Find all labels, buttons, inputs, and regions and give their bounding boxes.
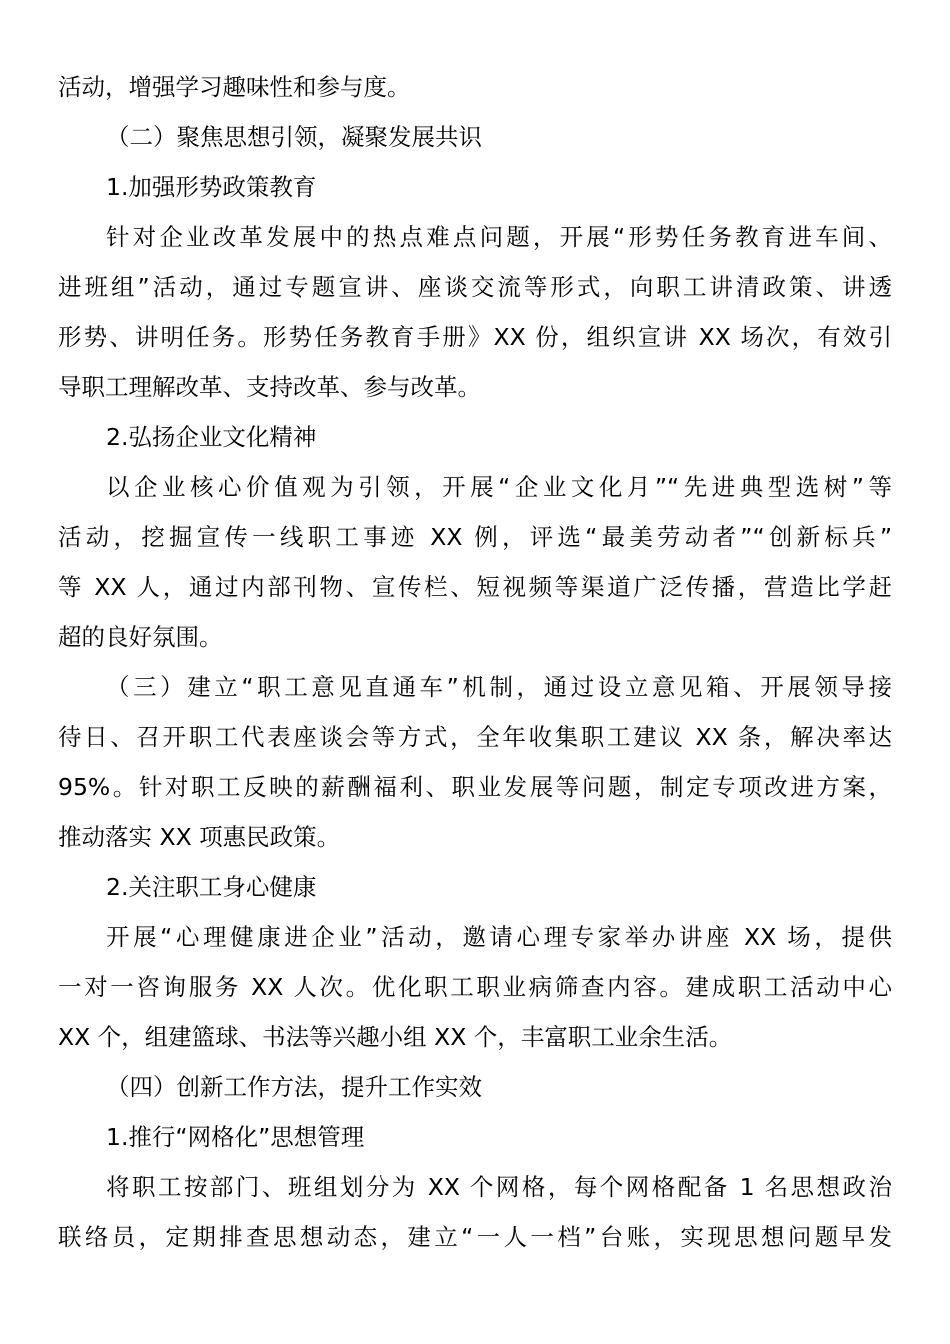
text-line: 形势、讲明任务。形势任务教育手册》XX 份，组织宣讲 XX 场次，有效引: [58, 323, 892, 351]
text-line: 等 XX 人，通过内部刊物、宣传栏、短视频等渠道广泛传播，营造比学赶: [58, 573, 892, 601]
text-line: 将职工按部门、班组划分为 XX 个网格，每个网格配备 1 名思想政治: [106, 1173, 892, 1201]
text-line: 一对一咨询服务 XX 人次。优化职工职业病筛查内容。建成职工活动中心: [58, 973, 892, 1001]
text-line: 针对企业改革发展中的热点难点问题，开展“形势任务教育进车间、: [106, 223, 892, 251]
section-heading: （二）聚焦思想引领，凝聚发展共识: [106, 123, 482, 151]
text-line: 待日、召开职工代表座谈会等方式，全年收集职工建议 XX 条，解决率达: [58, 723, 892, 751]
section-heading: （三）建立“职工意见直通车”机制，通过设立意见箱、开展领导接: [106, 673, 892, 701]
text-line: 进班组”活动，通过专题宣讲、座谈交流等形式，向职工讲清政策、讲透: [58, 273, 892, 301]
text-line: 导职工理解改革、支持改革、参与改革。: [58, 373, 481, 401]
text-line: 开展“心理健康进企业”活动，邀请心理专家举办讲座 XX 场，提供: [106, 923, 892, 951]
subsection-heading: 2.关注职工身心健康: [106, 873, 317, 901]
text-line: 95%。针对职工反映的薪酬福利、职业发展等问题，制定专项改进方案，: [58, 773, 892, 801]
text-line: 活动，增强学习趣味性和参与度。: [58, 73, 411, 101]
text-line: 活动，挖掘宣传一线职工事迹 XX 例，评选“最美劳动者”“创新标兵”: [58, 523, 892, 551]
text-line: 推动落实 XX 项惠民政策。: [58, 823, 341, 851]
document-page: [58, 62, 892, 1262]
text-line: 以企业核心价值观为引领，开展“企业文化月”“先进典型选树”等: [106, 473, 892, 501]
subsection-heading: 2.弘扬企业文化精神: [106, 423, 317, 451]
section-heading: （四）创新工作方法，提升工作实效: [106, 1073, 482, 1101]
subsection-heading: 1.加强形势政策教育: [106, 173, 317, 201]
subsection-heading: 1.推行“网格化”思想管理: [106, 1123, 365, 1151]
text-line: 联络员，定期排查思想动态，建立“一人一档”台账，实现思想问题早发: [58, 1223, 892, 1251]
text-line: 超的良好氛围。: [58, 623, 223, 651]
text-line: XX 个，组建篮球、书法等兴趣小组 XX 个，丰富职工业余生活。: [58, 1023, 733, 1051]
